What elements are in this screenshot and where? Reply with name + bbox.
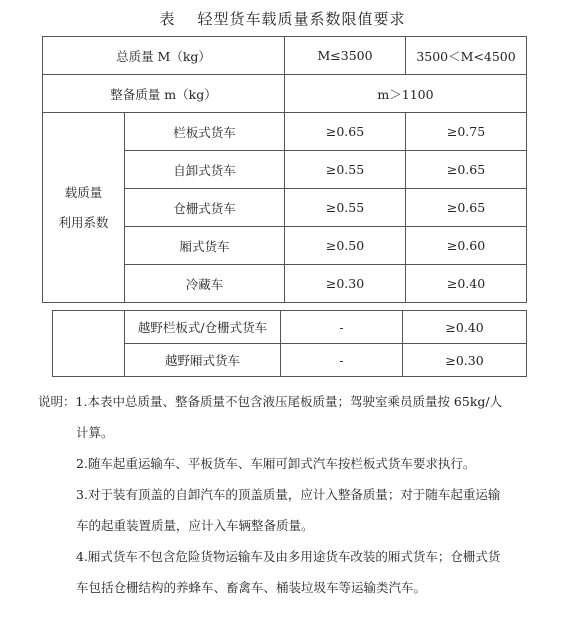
vehicle-type: 自卸式货车	[125, 151, 285, 189]
category-line2: 利用系数	[58, 214, 109, 230]
note-3-line-1: 3.对于装有顶盖的自卸汽车的顶盖质量，应计入整备质量；对于随车起重运输	[76, 487, 501, 502]
title-text: 轻型货车载质量系数限值要求	[197, 10, 406, 28]
table-row	[43, 113, 527, 151]
offroad-table	[52, 310, 527, 377]
vehicle-type: 越野栏板式/仓栅式货车	[125, 311, 281, 344]
curb-mass-label: 整备质量 m（kg）	[43, 75, 285, 113]
coef-col1: ≥0.65	[285, 113, 406, 151]
note-1-line-1	[38, 386, 538, 417]
coef-col1: -	[281, 311, 403, 344]
coef-col2: ≥0.40	[403, 311, 527, 344]
empty-category-cell	[53, 311, 125, 377]
note-2: 2.随车起重运输车、平板货车、车厢可卸式汽车按栏板式货车要求执行。	[76, 456, 476, 471]
gross-mass-col1: M≤3500	[285, 37, 406, 75]
note-1-text: 1.本表中总质量、整备质量不包含液压尾板质量；驾驶室乘员质量按 65kg/人	[75, 394, 503, 409]
coef-col2: ≥0.65	[406, 151, 527, 189]
coef-col2: ≥0.30	[403, 344, 527, 377]
note-4-line-1: 4.厢式货车不包含危险货物运输车及由多用途货车改装的厢式货车；仓栅式货	[76, 549, 501, 564]
coef-col2: ≥0.60	[406, 227, 527, 265]
vehicle-type: 栏板式货车	[125, 113, 285, 151]
gross-mass-row	[43, 37, 527, 75]
table-row	[53, 344, 527, 377]
coef-col2: ≥0.40	[406, 265, 527, 303]
vehicle-type: 仓栅式货车	[125, 189, 285, 227]
coef-col1: ≥0.55	[285, 189, 406, 227]
notes-label: 说明：	[38, 394, 76, 409]
curb-mass-row	[43, 75, 527, 113]
note-1-line-2: 计算。	[76, 425, 114, 440]
vehicle-type: 越野厢式货车	[125, 344, 281, 377]
notes-section	[38, 386, 538, 603]
gross-mass-col2: 3500＜M<4500	[406, 37, 527, 75]
vehicle-type: 冷藏车	[125, 265, 285, 303]
coef-col1: ≥0.55	[285, 151, 406, 189]
coef-col1: ≥0.30	[285, 265, 406, 303]
coef-col1: ≥0.50	[285, 227, 406, 265]
coef-col1: -	[281, 344, 403, 377]
main-table	[42, 36, 527, 303]
gross-mass-label: 总质量 M（kg）	[43, 37, 285, 75]
coef-col2: ≥0.65	[406, 189, 527, 227]
title-prefix: 表	[159, 10, 176, 28]
category-cell	[43, 113, 125, 303]
note-3-line-2: 车的起重装置质量，应计入车辆整备质量。	[76, 518, 314, 533]
vehicle-type: 厢式货车	[125, 227, 285, 265]
table-row	[53, 311, 527, 344]
note-4-line-2: 车包括仓栅结构的养蜂车、畜禽车、桶装垃圾车等运输类汽车。	[76, 580, 427, 595]
coef-col2: ≥0.75	[406, 113, 527, 151]
table-title	[0, 8, 565, 29]
curb-mass-value: m＞1100	[285, 75, 527, 113]
category-line1: 载质量	[64, 184, 103, 200]
